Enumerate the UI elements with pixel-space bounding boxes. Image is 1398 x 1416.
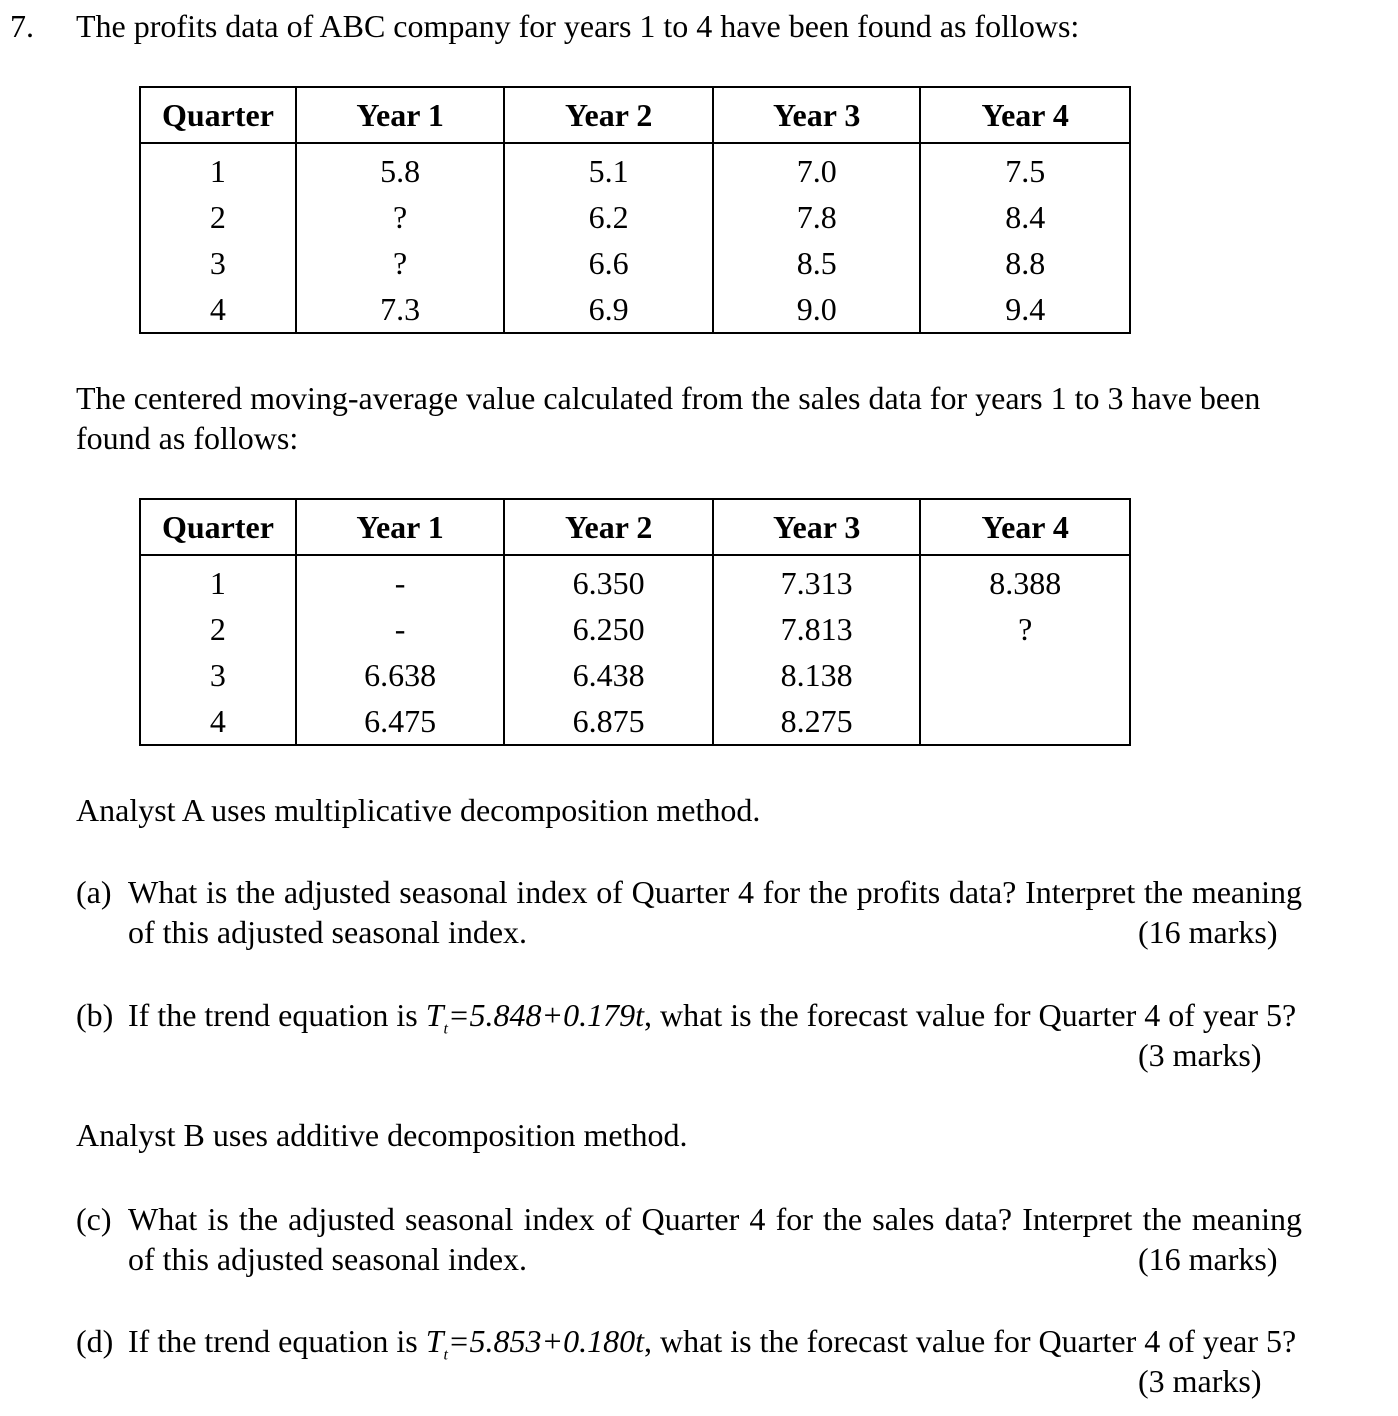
table-cell: 8.5 (713, 240, 921, 286)
part-d-marks: (3 marks) (1138, 1363, 1262, 1399)
header-year-4: Year 4 (920, 87, 1130, 143)
table-cell: 7.313 (713, 555, 921, 606)
eq-rest: =5.853+0.180t (447, 1323, 645, 1359)
part-d-label: (d) (76, 1323, 114, 1359)
header-quarter: Quarter (140, 499, 296, 555)
part-b-label: (b) (76, 997, 114, 1033)
table-cell: - (296, 606, 505, 652)
part-b-post: , what is the forecast value for Quarter 4 of year 5? (644, 997, 1297, 1033)
table-cell: 4 (140, 698, 296, 745)
table-row (140, 652, 1130, 698)
table-cell: ? (296, 240, 505, 286)
table-row (140, 606, 1130, 652)
table-cell: 3 (140, 652, 296, 698)
part-d-text (128, 1321, 1302, 1375)
table-cell: 2 (140, 606, 296, 652)
header-year-2: Year 2 (504, 87, 713, 143)
part-b-marks: (3 marks) (1138, 1037, 1262, 1073)
eq-rest: =5.848+0.179t (447, 997, 645, 1033)
intro-text: The profits data of ABC company for years 1 to 4 have been found as follows: (76, 8, 1080, 44)
part-c-marks: (16 marks) (1138, 1241, 1278, 1277)
table-cell: 6.2 (504, 194, 713, 240)
table-cell: 8.388 (920, 555, 1130, 606)
header-year-2: Year 2 (504, 499, 713, 555)
table-row (140, 698, 1130, 745)
eq-var: T (425, 1323, 444, 1359)
table-cell: 6.638 (296, 652, 505, 698)
table-cell: ? (296, 194, 505, 240)
table-cell: 7.0 (713, 143, 921, 194)
table-cell: 5.8 (296, 143, 505, 194)
part-b-equation (425, 997, 645, 1038)
table-row (140, 555, 1130, 606)
table-header-row (140, 87, 1130, 143)
part-a-label: (a) (76, 874, 112, 910)
table-row (140, 194, 1130, 240)
part-a (76, 872, 1302, 952)
table-cell: 3 (140, 240, 296, 286)
table-cell: - (296, 555, 505, 606)
analyst-a-text: Analyst A uses multiplicative decomposition method. (76, 792, 761, 828)
table-cell: 9.0 (713, 286, 921, 333)
table-cell: 6.9 (504, 286, 713, 333)
table-cell: 2 (140, 194, 296, 240)
part-b-pre: If the trend equation is (128, 997, 426, 1033)
table-cell: 6.350 (504, 555, 713, 606)
part-a-marks: (16 marks) (1138, 914, 1278, 950)
part-d-equation (425, 1323, 645, 1364)
table-cell: 9.4 (920, 286, 1130, 333)
table-cell: 7.8 (713, 194, 921, 240)
table-cell: 7.813 (713, 606, 921, 652)
part-c-label: (c) (76, 1201, 112, 1237)
table-cell: 7.3 (296, 286, 505, 333)
table-cell: 4 (140, 286, 296, 333)
table-row (140, 240, 1130, 286)
part-c (76, 1199, 1302, 1279)
table-cell: 6.6 (504, 240, 713, 286)
cma-table (139, 498, 1131, 746)
table-cell: 5.1 (504, 143, 713, 194)
part-b (76, 995, 1302, 1075)
part-d-post: , what is the forecast value for Quarter 4 of year 5? (644, 1323, 1297, 1359)
part-b-text (128, 995, 1302, 1049)
table-header-row (140, 499, 1130, 555)
table-row (140, 143, 1130, 194)
analyst-b-text: Analyst B uses additive decomposition method. (76, 1117, 688, 1153)
eq-var: T (425, 997, 444, 1033)
table-cell: 8.8 (920, 240, 1130, 286)
table-cell: ? (920, 606, 1130, 652)
table-cell: 6.475 (296, 698, 505, 745)
table-row (140, 286, 1130, 333)
table-cell (920, 698, 1130, 745)
part-a-text: What is the adjusted seasonal index of Quarter 4 for the profits data? Interpret the meaning of this adjusted seasonal index. (128, 874, 1302, 950)
cma-text: The centered moving-average value calculated from the sales data for years 1 to 3 have been found as follows: (76, 380, 1261, 456)
part-d-pre: If the trend equation is (128, 1323, 426, 1359)
part-d (76, 1321, 1302, 1401)
header-year-4: Year 4 (920, 499, 1130, 555)
header-year-3: Year 3 (713, 87, 921, 143)
part-c-text: What is the adjusted seasonal index of Quarter 4 for the sales data? Interpret the meaning of this adjusted seasonal index. (128, 1201, 1302, 1277)
eq-sub: t (443, 1020, 448, 1038)
table-cell: 8.4 (920, 194, 1130, 240)
header-year-1: Year 1 (296, 499, 505, 555)
table-cell: 6.438 (504, 652, 713, 698)
header-year-3: Year 3 (713, 499, 921, 555)
table-cell: 8.275 (713, 698, 921, 745)
table-cell (920, 652, 1130, 698)
table-cell: 1 (140, 143, 296, 194)
table-cell: 6.250 (504, 606, 713, 652)
table-cell: 7.5 (920, 143, 1130, 194)
header-quarter: Quarter (140, 87, 296, 143)
header-year-1: Year 1 (296, 87, 505, 143)
eq-sub: t (443, 1346, 448, 1364)
profits-table (139, 86, 1131, 334)
table-cell: 1 (140, 555, 296, 606)
question-number: 7. (10, 8, 34, 44)
table-cell: 6.875 (504, 698, 713, 745)
table-cell: 8.138 (713, 652, 921, 698)
